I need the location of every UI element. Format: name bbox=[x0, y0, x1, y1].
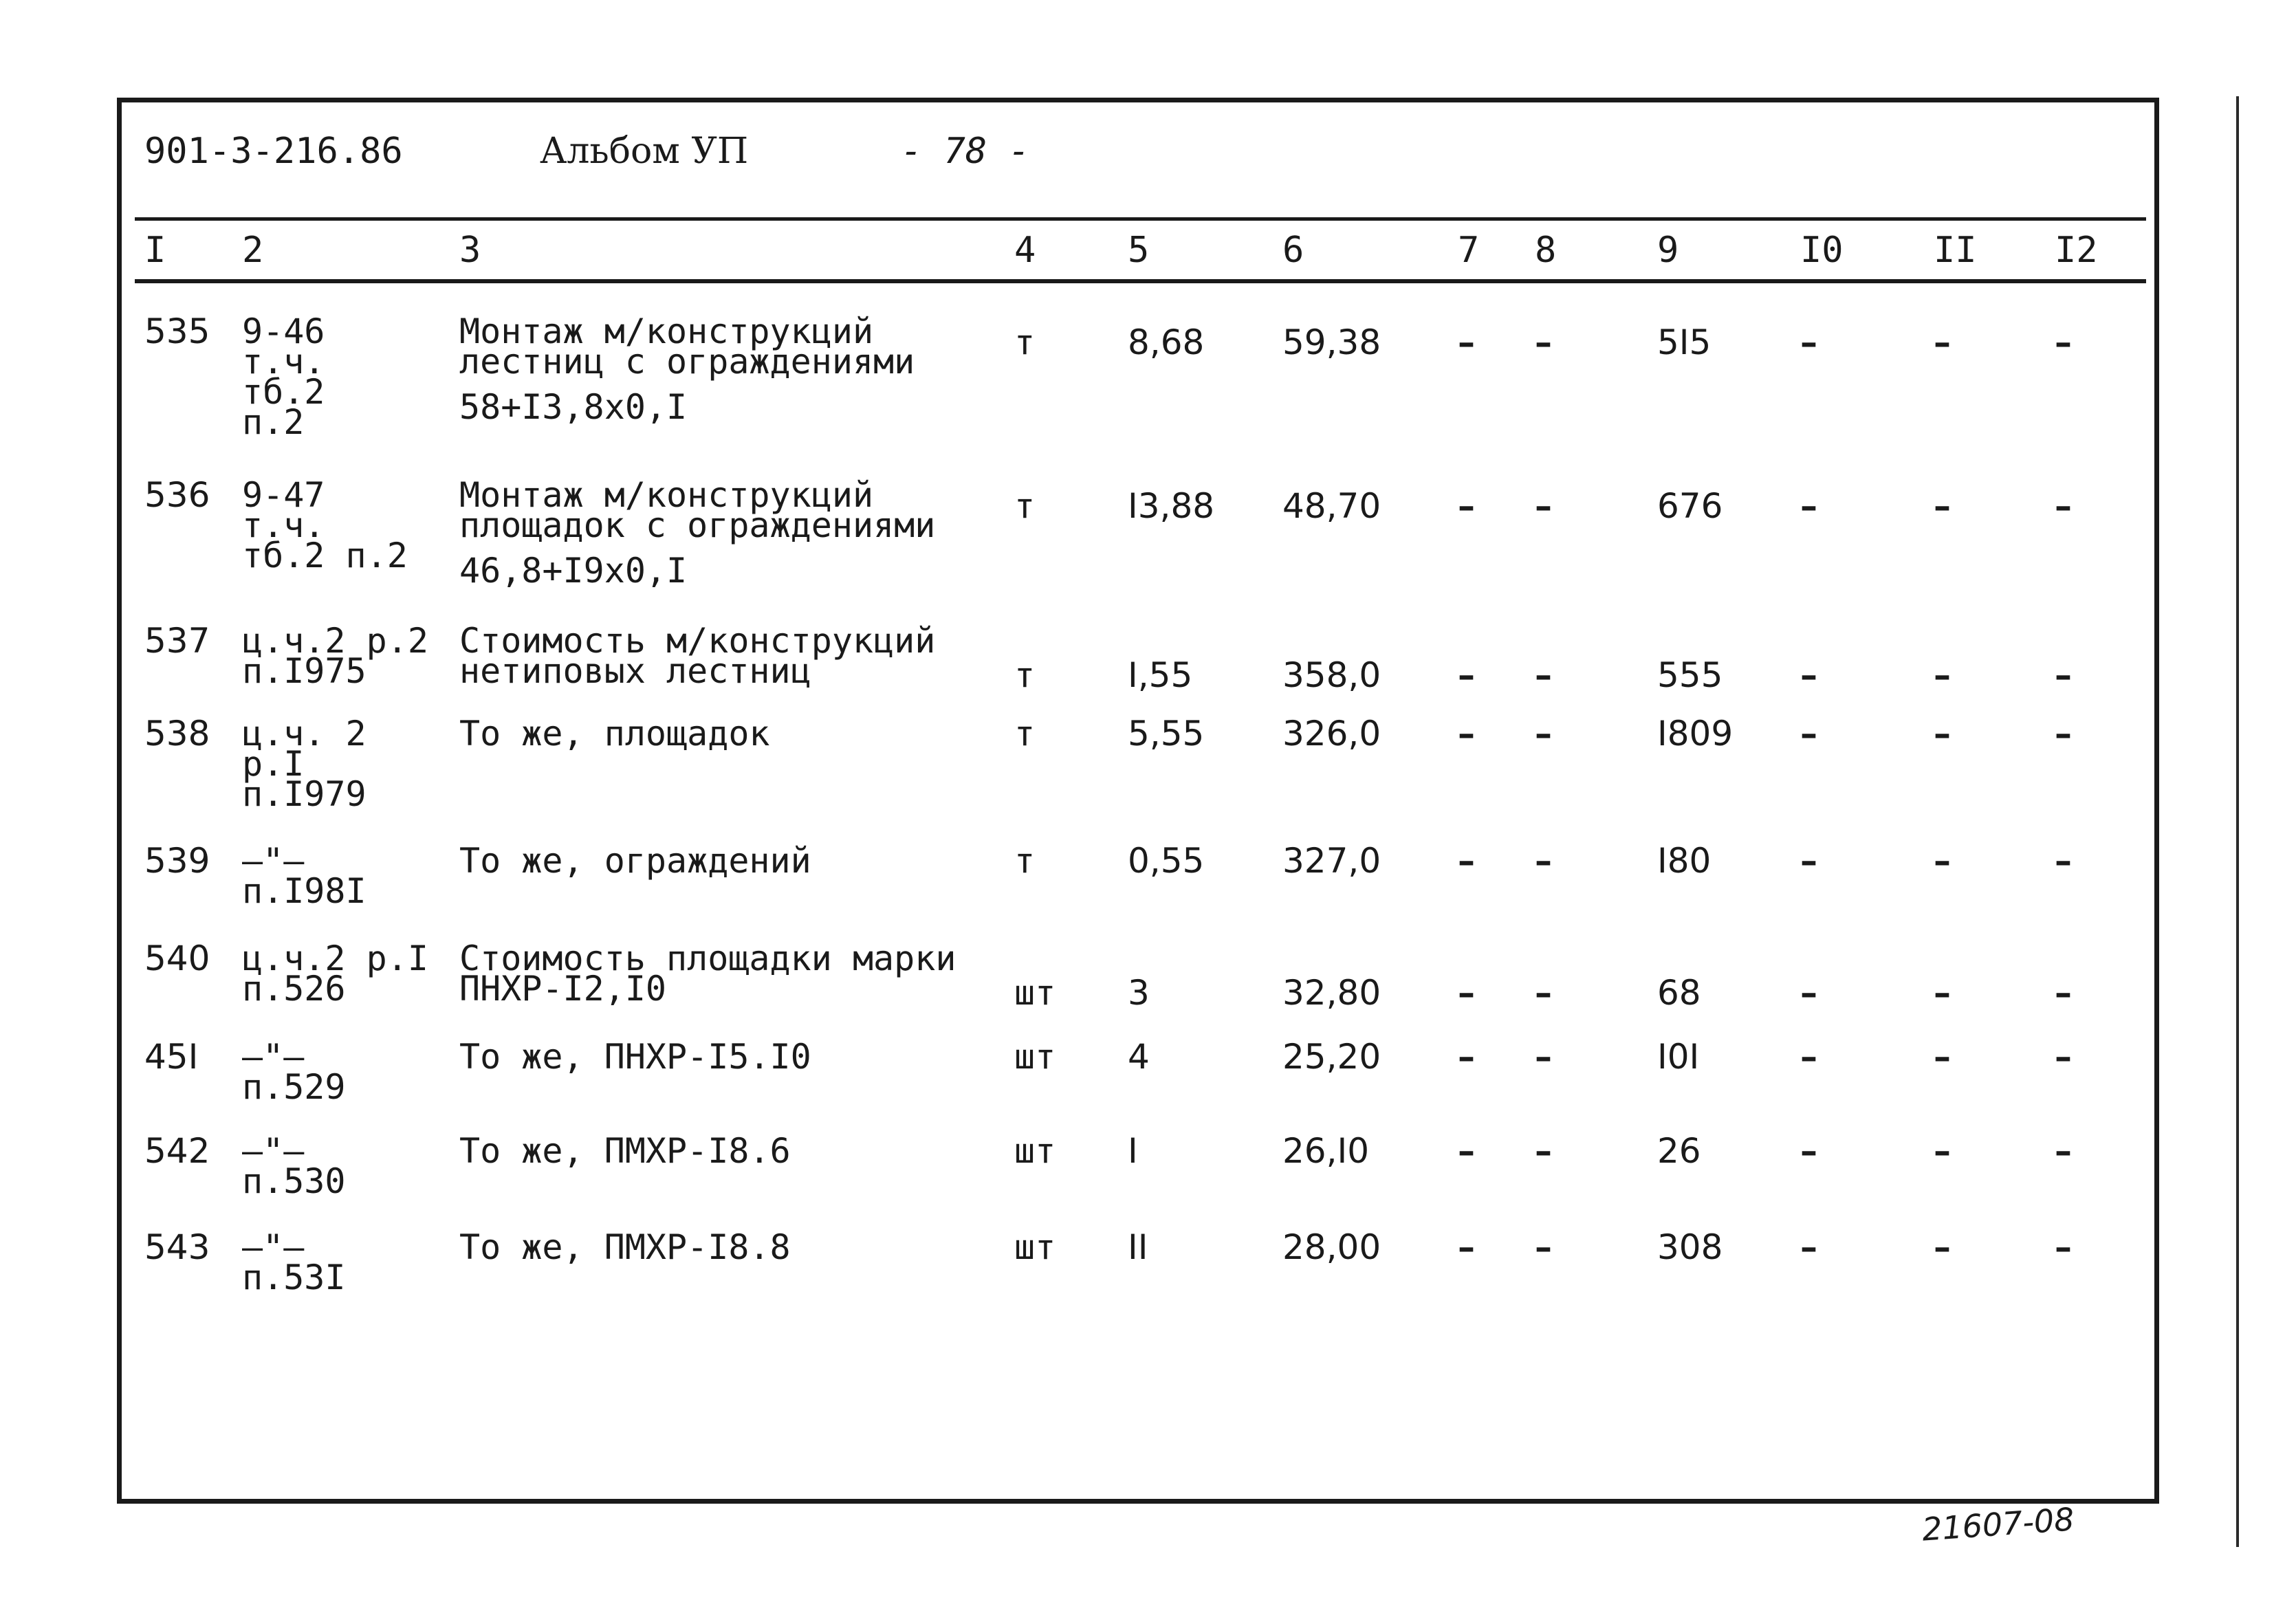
rate-reference-line: т.ч. bbox=[242, 342, 325, 382]
column-header-7: 7 bbox=[1458, 230, 1480, 271]
total-cost: I809 bbox=[1657, 714, 1734, 754]
total-cost: 26 bbox=[1657, 1131, 1701, 1171]
unit-price: 25,20 bbox=[1282, 1037, 1381, 1077]
row-number: 539 bbox=[144, 841, 210, 881]
rate-reference bbox=[242, 311, 325, 442]
unit: шт bbox=[1014, 1227, 1056, 1267]
total-cost: I80 bbox=[1657, 841, 1712, 881]
quantity: I,55 bbox=[1128, 655, 1193, 695]
page-number: - 78 - bbox=[901, 131, 1030, 172]
rate-reference bbox=[242, 621, 428, 691]
column-header-4: 4 bbox=[1014, 230, 1036, 271]
col10-value: – bbox=[1800, 655, 1817, 695]
work-description-line: нетиповых лестниц bbox=[459, 651, 811, 691]
total-cost: I0I bbox=[1657, 1037, 1700, 1077]
total-cost: 676 bbox=[1657, 486, 1723, 526]
archive-stamp: 21607-08 bbox=[1921, 1500, 2076, 1548]
row-number: 537 bbox=[144, 621, 210, 661]
column-header-10: I0 bbox=[1800, 230, 1844, 271]
rate-reference bbox=[242, 1037, 346, 1107]
work-description-line: То же, ограждений bbox=[459, 841, 811, 881]
work-description bbox=[459, 939, 956, 1009]
column-header-3: 3 bbox=[459, 230, 481, 271]
rate-reference-line: п.530 bbox=[242, 1161, 346, 1201]
work-description-line: ПНХР-I2,I0 bbox=[459, 969, 667, 1009]
rate-reference-line: р.I bbox=[242, 744, 305, 784]
col10-value: – bbox=[1800, 1227, 1817, 1267]
quantity: 8,68 bbox=[1128, 322, 1205, 362]
col10-value: – bbox=[1800, 841, 1817, 881]
column-header-12: I2 bbox=[2055, 230, 2098, 271]
row-number: 536 bbox=[144, 475, 210, 515]
header-rule-bottom bbox=[135, 279, 2146, 283]
total-cost: 308 bbox=[1657, 1227, 1723, 1267]
rate-reference-line: –"– bbox=[242, 1037, 305, 1077]
rate-reference-line: п.526 bbox=[242, 969, 346, 1009]
page-frame bbox=[117, 98, 2159, 1504]
col10-value: – bbox=[1800, 1037, 1817, 1077]
unit: т bbox=[1014, 486, 1036, 526]
rate-reference bbox=[242, 1227, 346, 1297]
col7-value: – bbox=[1458, 1131, 1475, 1171]
rate-reference-line: ц.ч. 2 bbox=[242, 714, 367, 754]
unit: шт bbox=[1014, 1131, 1056, 1171]
unit-price: 28,00 bbox=[1282, 1227, 1381, 1267]
work-description bbox=[459, 714, 770, 754]
col12-value: – bbox=[2055, 714, 2072, 754]
work-description-line: То же, ПМХР-I8.8 bbox=[459, 1227, 791, 1267]
column-header-2: 2 bbox=[242, 230, 264, 271]
col7-value: – bbox=[1458, 1227, 1475, 1267]
rate-reference-line: 9-47 bbox=[242, 475, 325, 515]
col10-value: – bbox=[1800, 322, 1817, 362]
unit-price: 26,I0 bbox=[1282, 1131, 1370, 1171]
quantity: 5,55 bbox=[1128, 714, 1205, 754]
quantity: 0,55 bbox=[1128, 841, 1205, 881]
column-header-11: II bbox=[1934, 230, 1977, 271]
quantity: II bbox=[1128, 1227, 1148, 1267]
quantity: I3,88 bbox=[1128, 486, 1215, 526]
column-header-9: 9 bbox=[1657, 230, 1679, 271]
col12-value: – bbox=[2055, 973, 2072, 1013]
work-description-line: Стоимость площадки марки bbox=[459, 939, 956, 978]
work-description bbox=[459, 621, 936, 691]
rate-reference-line: п.529 bbox=[242, 1067, 346, 1107]
quantity: I bbox=[1128, 1131, 1138, 1171]
unit: т bbox=[1014, 841, 1036, 881]
col8-value: – bbox=[1535, 322, 1552, 362]
col12-value: – bbox=[2055, 655, 2072, 695]
work-description-line: То же, площадок bbox=[459, 714, 770, 754]
header-rule-top bbox=[135, 217, 2146, 221]
col7-value: – bbox=[1458, 1037, 1475, 1077]
rate-reference-line: ц.ч.2 р.I bbox=[242, 939, 428, 978]
col8-value: – bbox=[1535, 1037, 1552, 1077]
unit-price: 59,38 bbox=[1282, 322, 1381, 362]
total-cost: 68 bbox=[1657, 973, 1701, 1013]
col11-value: – bbox=[1934, 1037, 1951, 1077]
col7-value: – bbox=[1458, 841, 1475, 881]
unit-price: 32,80 bbox=[1282, 973, 1381, 1013]
quantity: 3 bbox=[1128, 973, 1150, 1013]
work-description bbox=[459, 475, 936, 591]
row-number: 45I bbox=[144, 1037, 199, 1077]
unit-price: 326,0 bbox=[1282, 714, 1381, 754]
unit: т bbox=[1014, 655, 1036, 695]
unit: т bbox=[1014, 322, 1036, 362]
rate-reference-line: п.I98I bbox=[242, 871, 367, 911]
rate-reference-line: –"– bbox=[242, 841, 305, 881]
col11-value: – bbox=[1934, 322, 1951, 362]
col11-value: – bbox=[1934, 655, 1951, 695]
col8-value: – bbox=[1535, 841, 1552, 881]
unit: шт bbox=[1014, 973, 1056, 1013]
total-cost: 555 bbox=[1657, 655, 1723, 695]
quantity-formula: 58+I3,8x0,I bbox=[459, 387, 688, 427]
col12-value: – bbox=[2055, 1131, 2072, 1171]
col12-value: – bbox=[2055, 841, 2072, 881]
rate-reference bbox=[242, 1131, 346, 1201]
column-header-1: I bbox=[144, 230, 166, 271]
col11-value: – bbox=[1934, 973, 1951, 1013]
rate-reference-line: 9-46 bbox=[242, 311, 325, 351]
quantity-formula: 46,8+I9x0,I bbox=[459, 551, 688, 591]
rate-reference-line: п.2 bbox=[242, 402, 305, 442]
work-description bbox=[459, 1037, 811, 1077]
col7-value: – bbox=[1458, 322, 1475, 362]
row-number: 535 bbox=[144, 311, 210, 351]
col12-value: – bbox=[2055, 322, 2072, 362]
rate-reference-line: т.ч. bbox=[242, 505, 325, 545]
unit: шт bbox=[1014, 1037, 1056, 1077]
col10-value: – bbox=[1800, 714, 1817, 754]
binding-edge-line bbox=[2236, 96, 2239, 1547]
col12-value: – bbox=[2055, 1227, 2072, 1267]
doc-code: 901-3-216.86 bbox=[144, 131, 403, 172]
col12-value: – bbox=[2055, 1037, 2072, 1077]
col8-value: – bbox=[1535, 1227, 1552, 1267]
work-description bbox=[459, 841, 811, 881]
rate-reference-line: тб.2 bbox=[242, 372, 325, 412]
work-description-line: Монтаж м/конструкций bbox=[459, 475, 874, 515]
col7-value: – bbox=[1458, 486, 1475, 526]
col8-value: – bbox=[1535, 1131, 1552, 1171]
col7-value: – bbox=[1458, 973, 1475, 1013]
unit-price: 48,70 bbox=[1282, 486, 1381, 526]
row-number: 542 bbox=[144, 1131, 210, 1171]
col12-value: – bbox=[2055, 486, 2072, 526]
row-number: 538 bbox=[144, 714, 210, 754]
col11-value: – bbox=[1934, 841, 1951, 881]
work-description-line: Монтаж м/конструкций bbox=[459, 311, 874, 351]
col11-value: – bbox=[1934, 1131, 1951, 1171]
col7-value: – bbox=[1458, 714, 1475, 754]
rate-reference-line: ц.ч.2 р.2 bbox=[242, 621, 428, 661]
col11-value: – bbox=[1934, 1227, 1951, 1267]
col8-value: – bbox=[1535, 714, 1552, 754]
rate-reference-line: п.53I bbox=[242, 1258, 346, 1297]
col11-value: – bbox=[1934, 486, 1951, 526]
column-header-6: 6 bbox=[1282, 230, 1304, 271]
col10-value: – bbox=[1800, 486, 1817, 526]
col10-value: – bbox=[1800, 973, 1817, 1013]
col8-value: – bbox=[1535, 486, 1552, 526]
column-header-8: 8 bbox=[1535, 230, 1557, 271]
rate-reference-line: тб.2 п.2 bbox=[242, 536, 408, 575]
work-description bbox=[459, 311, 915, 427]
col8-value: – bbox=[1535, 973, 1552, 1013]
col11-value: – bbox=[1934, 714, 1951, 754]
col8-value: – bbox=[1535, 655, 1552, 695]
column-header-5: 5 bbox=[1128, 230, 1150, 271]
rate-reference bbox=[242, 714, 367, 814]
unit: т bbox=[1014, 714, 1036, 754]
rate-reference bbox=[242, 841, 367, 911]
rate-reference-line: –"– bbox=[242, 1131, 305, 1171]
work-description-line: площадок с ограждениями bbox=[459, 505, 936, 545]
total-cost: 5I5 bbox=[1657, 322, 1712, 362]
row-number: 543 bbox=[144, 1227, 210, 1267]
rate-reference-line: п.I975 bbox=[242, 651, 367, 691]
work-description bbox=[459, 1131, 791, 1171]
rate-reference-line: –"– bbox=[242, 1227, 305, 1267]
unit-price: 327,0 bbox=[1282, 841, 1381, 881]
rate-reference bbox=[242, 939, 428, 1009]
work-description-line: То же, ПНХР-I5.I0 bbox=[459, 1037, 811, 1077]
rate-reference bbox=[242, 475, 408, 575]
work-description-line: То же, ПМХР-I8.6 bbox=[459, 1131, 791, 1171]
rate-reference-line: п.I979 bbox=[242, 774, 367, 814]
col10-value: – bbox=[1800, 1131, 1817, 1171]
row-number: 540 bbox=[144, 939, 210, 978]
work-description-line: лестниц с ограждениями bbox=[459, 342, 915, 382]
col7-value: – bbox=[1458, 655, 1475, 695]
work-description bbox=[459, 1227, 791, 1267]
album-label: Альбом УП bbox=[540, 131, 749, 172]
quantity: 4 bbox=[1128, 1037, 1150, 1077]
work-description-line: Стоимость м/конструкций bbox=[459, 621, 936, 661]
unit-price: 358,0 bbox=[1282, 655, 1381, 695]
